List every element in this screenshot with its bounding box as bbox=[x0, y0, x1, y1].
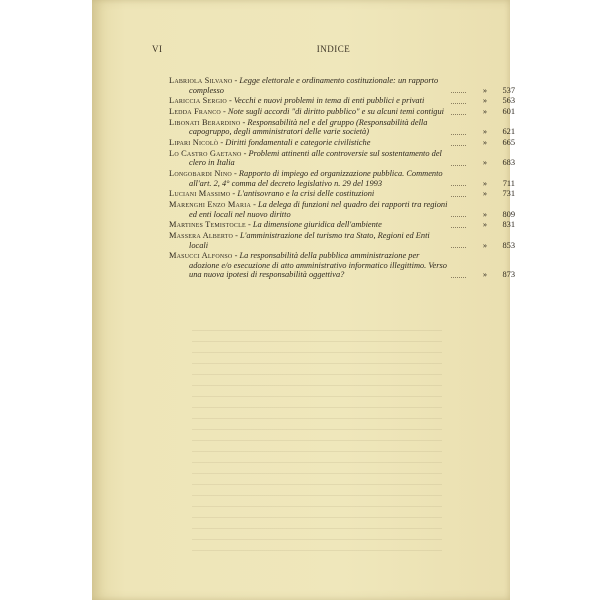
toc-entry: Masucci Alfonso - La responsabilità della pubblica amministrazione per adozione e/o esecuzione di atto amministrativo informatico illegittimo. Verso una nuova ipotesi di responsabilità oggettiva? » 873 bbox=[169, 251, 515, 280]
entry-author: Labriola Silvano bbox=[169, 76, 233, 85]
leader-dots bbox=[451, 102, 466, 104]
entry-page-number: 731 bbox=[502, 189, 515, 199]
entry-author: Martines Temistocle bbox=[169, 220, 246, 230]
ditto-marker: » bbox=[482, 178, 487, 188]
entry-author: Masucci Alfonso bbox=[169, 251, 233, 261]
entry-page-number: 621 bbox=[502, 127, 515, 137]
toc-entry: Libonati Berardino - Responsabilità nel e del gruppo (Responsabilità della capogruppo, degli amministratori delle varie società) » 621 bbox=[169, 117, 515, 137]
entry-title: Legge elettorale e ordinamento costituzionale: un rapporto complesso bbox=[189, 76, 439, 95]
leader-dots bbox=[451, 144, 466, 146]
leader-dots bbox=[451, 184, 466, 186]
entry-page-number: 831 bbox=[502, 220, 515, 230]
entry-title: Diritti fondamentali e categorie civilistiche bbox=[225, 138, 371, 148]
toc-entry: Luciani Massimo - L'antisovrano e la crisi delle costituzioni » 731 bbox=[169, 189, 515, 199]
entry-page-number: 711 bbox=[502, 178, 515, 188]
leader-dots bbox=[451, 215, 466, 217]
book-page bbox=[92, 0, 515, 600]
ditto-marker: » bbox=[482, 158, 487, 168]
toc-entry: Longobardi Nino - Rapporto di impiego ed organizzazione pubblica. Commento all'art. 2, 4° comma del decreto legislativo n. 29 del 1993 » 711 bbox=[169, 169, 515, 188]
ditto-marker: » bbox=[482, 240, 487, 250]
entry-author: Longobardi Nino bbox=[169, 169, 232, 179]
entry-page-number: 563 bbox=[502, 96, 515, 106]
entry-title: L'amministrazione del turismo tra Stato, Regioni ed Enti locali bbox=[189, 231, 430, 250]
entry-page-number: 853 bbox=[502, 240, 515, 250]
entry-title: La responsabilità della pubblica amministrazione per adozione e/o esecuzione di atto amministrativo informatico illegittimo. Verso una nuova ipotesi di responsabilità oggettiva? bbox=[189, 251, 447, 280]
page-title: INDICE bbox=[316, 44, 351, 54]
ditto-marker: » bbox=[482, 96, 487, 106]
entry-page-number: 873 bbox=[502, 270, 515, 280]
entry-title: Note sugli accordi "di diritto pubblico" e su alcuni temi contigui bbox=[227, 107, 444, 117]
leader-dots bbox=[451, 276, 466, 278]
ditto-marker: » bbox=[482, 189, 487, 199]
toc-entry: Lo Castro Gaetano - Problemi attinenti alle controversie sul sostentamento del clero in Italia » 683 bbox=[169, 148, 515, 168]
toc-entry: Martines Temistocle - La dimensione giuridica dell'ambiente » 831 bbox=[169, 220, 515, 230]
entry-page-number: 601 bbox=[502, 107, 515, 117]
page-number: VI bbox=[152, 44, 163, 54]
ditto-marker: » bbox=[482, 209, 487, 219]
entry-title: Vecchi e nuovi problemi in tema di enti pubblici e privati bbox=[233, 96, 425, 106]
toc-entry: Labriola Silvano - Legge elettorale e ordinamento costituzionale: un rapporto complesso » 537 bbox=[169, 76, 515, 95]
entry-page-number: 537 bbox=[502, 85, 515, 95]
entry-author: Massera Alberto bbox=[169, 231, 233, 241]
entry-title: Problemi attinenti alle controversie sul sostentamento del clero in Italia bbox=[189, 148, 442, 168]
leader-dots bbox=[451, 113, 466, 115]
entry-author: Lo Castro Gaetano bbox=[169, 148, 242, 158]
entry-author: Lipari Nicolò bbox=[169, 138, 219, 148]
leader-dots bbox=[451, 195, 466, 197]
table-of-contents bbox=[169, 76, 515, 281]
toc-entry: Marenghi Enzo Maria - La delega di funzioni nel quadro dei rapporti tra regioni ed enti locali nel nuovo diritto » 809 bbox=[169, 200, 515, 219]
entry-author: Libonati Berardino bbox=[169, 117, 241, 127]
leader-dots bbox=[451, 91, 466, 93]
toc-entry: Ledda Franco - Note sugli accordi "di diritto pubblico" e su alcuni temi contigui » 601 bbox=[169, 107, 515, 117]
entry-page-number: 665 bbox=[502, 138, 515, 148]
entry-title: L'antisovrano e la crisi delle costituzioni bbox=[237, 189, 375, 199]
leader-dots bbox=[451, 226, 466, 228]
leader-dots bbox=[451, 133, 466, 135]
leader-dots bbox=[451, 164, 466, 166]
ditto-marker: » bbox=[482, 85, 487, 95]
toc-entry: Lipari Nicolò - Diritti fondamentali e categorie civilistiche » 665 bbox=[169, 138, 515, 148]
entry-author: Ledda Franco bbox=[169, 107, 221, 117]
entry-author: Marenghi Enzo Maria bbox=[169, 200, 251, 210]
entry-title: Rapporto di impiego ed organizzazione pubblica. Commento all'art. 2, 4° comma del decreto legislativo n. 29 del 1993 bbox=[189, 169, 443, 188]
toc-entry: Massera Alberto - L'amministrazione del turismo tra Stato, Regioni ed Enti locali » 853 bbox=[169, 231, 515, 250]
ditto-marker: » bbox=[482, 127, 487, 137]
entry-page-number: 809 bbox=[502, 209, 515, 219]
entry-author: Luciani Massimo bbox=[169, 189, 231, 199]
show-through-text bbox=[192, 330, 442, 560]
entry-title: La dimensione giuridica dell'ambiente bbox=[252, 220, 382, 230]
ditto-marker: » bbox=[482, 107, 487, 117]
entry-page-number: 683 bbox=[502, 158, 515, 168]
entry-title: La delega di funzioni nel quadro dei rapporti tra regioni ed enti locali nel nuovo diritto bbox=[189, 200, 448, 219]
ditto-marker: » bbox=[482, 270, 487, 280]
leader-dots bbox=[451, 246, 466, 248]
ditto-marker: » bbox=[482, 138, 487, 148]
toc-entry: Lariccia Sergio - Vecchi e nuovi problemi in tema di enti pubblici e privati » 563 bbox=[169, 96, 515, 106]
page-header bbox=[152, 44, 515, 58]
entry-author: Lariccia Sergio bbox=[169, 96, 227, 106]
ditto-marker: » bbox=[482, 220, 487, 230]
entry-title: Responsabilità nel e del gruppo (Responsabilità della capogruppo, degli amministratori delle varie società) bbox=[189, 117, 428, 137]
